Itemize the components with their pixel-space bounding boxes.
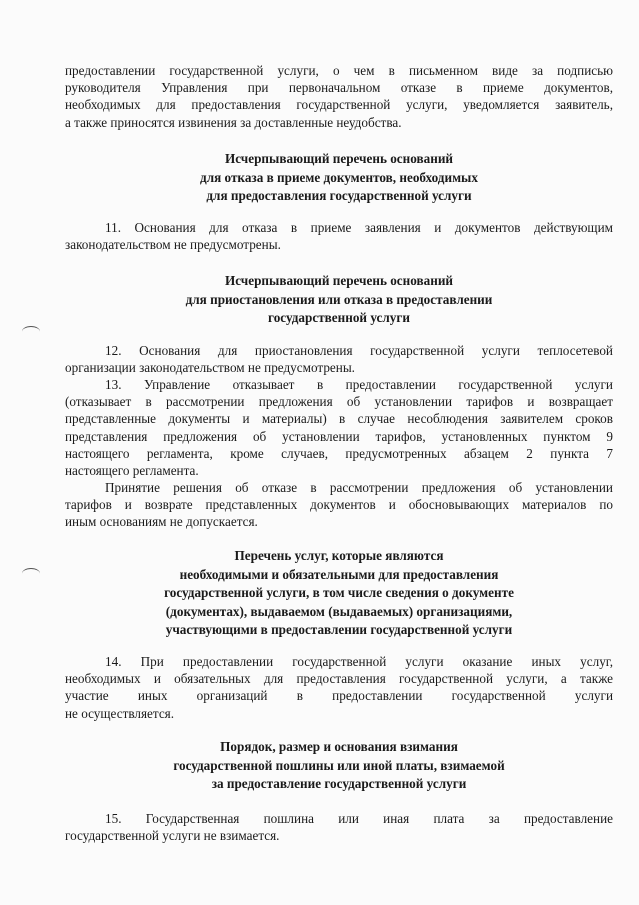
text-line: настоящего регламента, кроме случаев, предусмотренных абзацем 2 пункта 7 (65, 445, 613, 461)
text-line: государственной услуги не взимается. (65, 828, 280, 844)
paragraph-14 (65, 653, 613, 722)
paragraph-11 (65, 219, 613, 253)
text-line: а также приносятся извинения за доставленные неудобства. (65, 114, 402, 130)
text-line: (отказывает в рассмотрении предложения об установлении тарифов и возвращает (65, 394, 613, 410)
heading-line: за предоставление государственной услуги (211, 776, 467, 791)
text-line: Принятие решения об отказе в рассмотрении предложения об установлении (105, 480, 613, 495)
text-line: необходимых для предоставления государственной услуги, уведомляется заявитель, (65, 97, 613, 113)
paragraph-refusal (65, 479, 613, 531)
heading-line: участвующими в предоставлении государственной услуги (165, 622, 513, 637)
section-heading (65, 547, 613, 640)
paragraph-15 (65, 810, 613, 844)
heading-line: (документах), выдаваемом (выдаваемых) организациями, (165, 603, 513, 619)
heading-line: для приостановления или отказа в предоставлении (185, 291, 493, 307)
heading-line: для предоставления государственной услуги (206, 188, 472, 203)
text-line: организации законодательством не предусмотрены. (65, 360, 355, 376)
heading-line: государственной пошлины или иной платы, взимаемой (173, 757, 505, 773)
text-line: необходимых и обязательных для предоставления государственной услуги, а также (65, 671, 613, 687)
text-line: 14. При предоставлении государственной услуги оказание иных услуг, (105, 654, 613, 669)
heading-line: Исчерпывающий перечень оснований (224, 151, 454, 166)
text-line: 12. Основания для приостановления государственной услуги теплосетевой (105, 343, 613, 358)
text-line: руководителя Управления при первоначальном отказе в приеме документов, (65, 80, 613, 96)
section-heading (65, 738, 613, 794)
heading-line: государственной услуги, в том числе сведения о документе (164, 585, 514, 600)
heading-line: Перечень услуг, которые являются (234, 548, 444, 563)
heading-line: для отказа в приеме документов, необходимых (200, 169, 478, 185)
paragraph-13 (65, 376, 613, 479)
hole-punch-mark (22, 568, 40, 579)
heading-line: необходимыми и обязательными для предоставления (179, 566, 499, 582)
section-heading (65, 150, 613, 206)
heading-line: государственной услуги (268, 310, 410, 325)
text-line: тарифов и возврате представленных документов и обосновывающих материалов по (65, 497, 613, 513)
text-line: 13. Управление отказывает в предоставлении государственной услуги (105, 377, 613, 392)
section-heading (65, 272, 613, 328)
text-line: предоставлении государственной услуги, о чем в письменном виде за подписью (65, 63, 613, 78)
hole-punch-mark (22, 326, 40, 337)
heading-line: Исчерпывающий перечень оснований (224, 273, 454, 288)
text-line: настоящего регламента. (65, 463, 199, 479)
heading-line: Порядок, размер и основания взимания (220, 739, 458, 754)
text-line: не осуществляется. (65, 705, 175, 721)
text-line: участие иных организаций в предоставлении государственной услуги (65, 688, 613, 704)
text-line: представления предложения об установлении тарифов, установленных пунктом 9 (65, 428, 613, 444)
text-line: представленные документы и материалы) в случае несоблюдения заявителем сроков (65, 411, 613, 427)
text-line: иным основаниям не допускается. (65, 514, 258, 530)
text-line: 11. Основания для отказа в приеме заявления и документов действующим (105, 220, 613, 235)
paragraph-12 (65, 342, 613, 376)
text-line: 15. Государственная пошлина или иная плата за предоставление (105, 811, 613, 826)
intro-paragraph (65, 62, 613, 131)
text-line: законодательством не предусмотрены. (65, 237, 281, 253)
